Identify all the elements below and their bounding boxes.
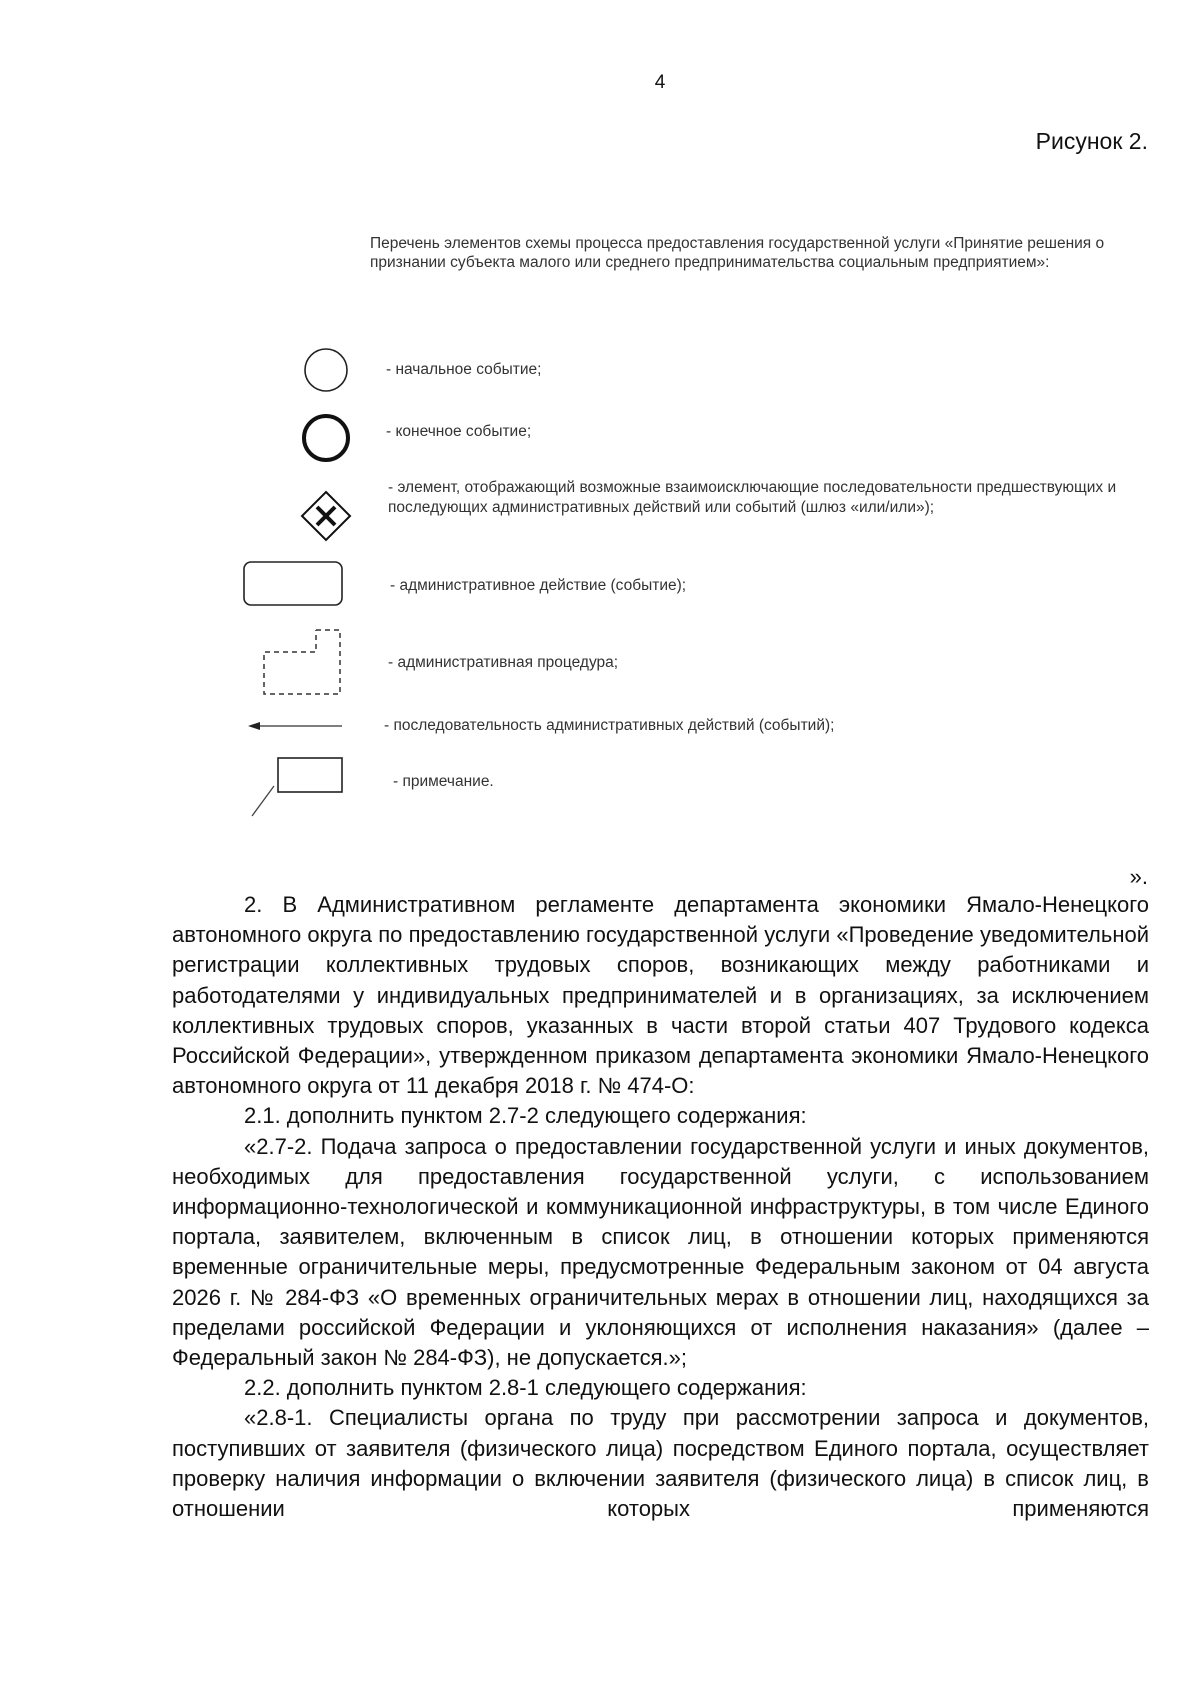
legend-item-start-event: - начальное событие; xyxy=(386,361,542,378)
dashed-procedure-icon xyxy=(260,626,346,703)
legend-item-administrative-procedure: - административная процедура; xyxy=(388,654,619,671)
paragraph-2-8-1: «2.8-1. Специалисты органа по труду при рассмотрении запроса и документов, поступивших от заявителя (физического лица) посредством Единого портала, осуществляет проверку наличия информации о включении заявителя (физического лица) в список лиц, в отношении которых применяются xyxy=(172,1405,1149,1522)
arrow-line-icon xyxy=(246,718,346,739)
paragraph-2-7-2: «2.7-2. Подача запроса о предоставлении государственной услуги и иных документов, необходимых для предоставления государственной услуги, с использованием информационно-технологической и коммуникационной инфраструктуры, в том числе Единого портала, заявителем, включенным в список лиц, в отношении которых применяются временные ограничительные меры, предусмотренные Федеральным законом от 04 августа 2026 г. № 284-ФЗ «О временных ограничительных мерах в отношении лиц, находящихся за пределами российской Федерации и уклоняющихся от исполнения наказания» (далее – Федеральный закон № 284-ФЗ), не допускается.»; xyxy=(172,1133,1149,1371)
paragraph-2-1: 2.1. дополнить пунктом 2.7-2 следующего содержания: xyxy=(244,1103,807,1129)
rounded-rectangle-icon xyxy=(242,560,346,613)
document-body xyxy=(172,890,1149,1524)
legend-item-annotation: - примечание. xyxy=(393,773,494,790)
legend-item-end-event: - конечное событие; xyxy=(386,423,532,440)
closing-quote: ». xyxy=(1129,864,1148,889)
annotation-icon xyxy=(248,756,352,825)
legend-item-sequence: - последовательность административных действий (событий); xyxy=(384,717,835,734)
thick-circle-icon xyxy=(300,412,352,469)
paragraph-amendment-2: 2. В Административном регламенте департамента экономики Ямало-Ненецкого автономного округа по предоставлению государственной услуги «Проведение уведомительной регистрации коллективных трудовых споров, возникающих между работниками и работодателями у индивидуальных предпринимателей и в организациях, за исключением коллективных трудовых споров, указанных в части второй статьи 407 Трудового кодекса Российской Федерации», утвержденном приказом департамента экономики Ямало-Ненецкого автономного округа от 11 декабря 2018 г. № 474-О: xyxy=(172,892,1149,1099)
legend-item-administrative-action: - административное действие (событие); xyxy=(390,577,687,594)
legend-item-gateway: - элемент, отображающий возможные взаимоисключающие последовательности предшествующих и последующих административных действий или событий (шлюз «или/или»); xyxy=(388,479,1117,516)
legend-title: Перечень элементов схемы процесса предоставления государственной услуги «Принятие решения о признании субъекта малого или среднего предпринимательства социальным предприятием»: xyxy=(370,235,1105,271)
paragraph-2-2: 2.2. дополнить пунктом 2.8-1 следующего содержания: xyxy=(244,1375,807,1401)
page-number: 4 xyxy=(654,72,666,93)
thin-circle-icon xyxy=(302,346,350,399)
figure-label: Рисунок 2. xyxy=(1035,128,1148,154)
exclusive-gateway-icon xyxy=(300,490,352,547)
